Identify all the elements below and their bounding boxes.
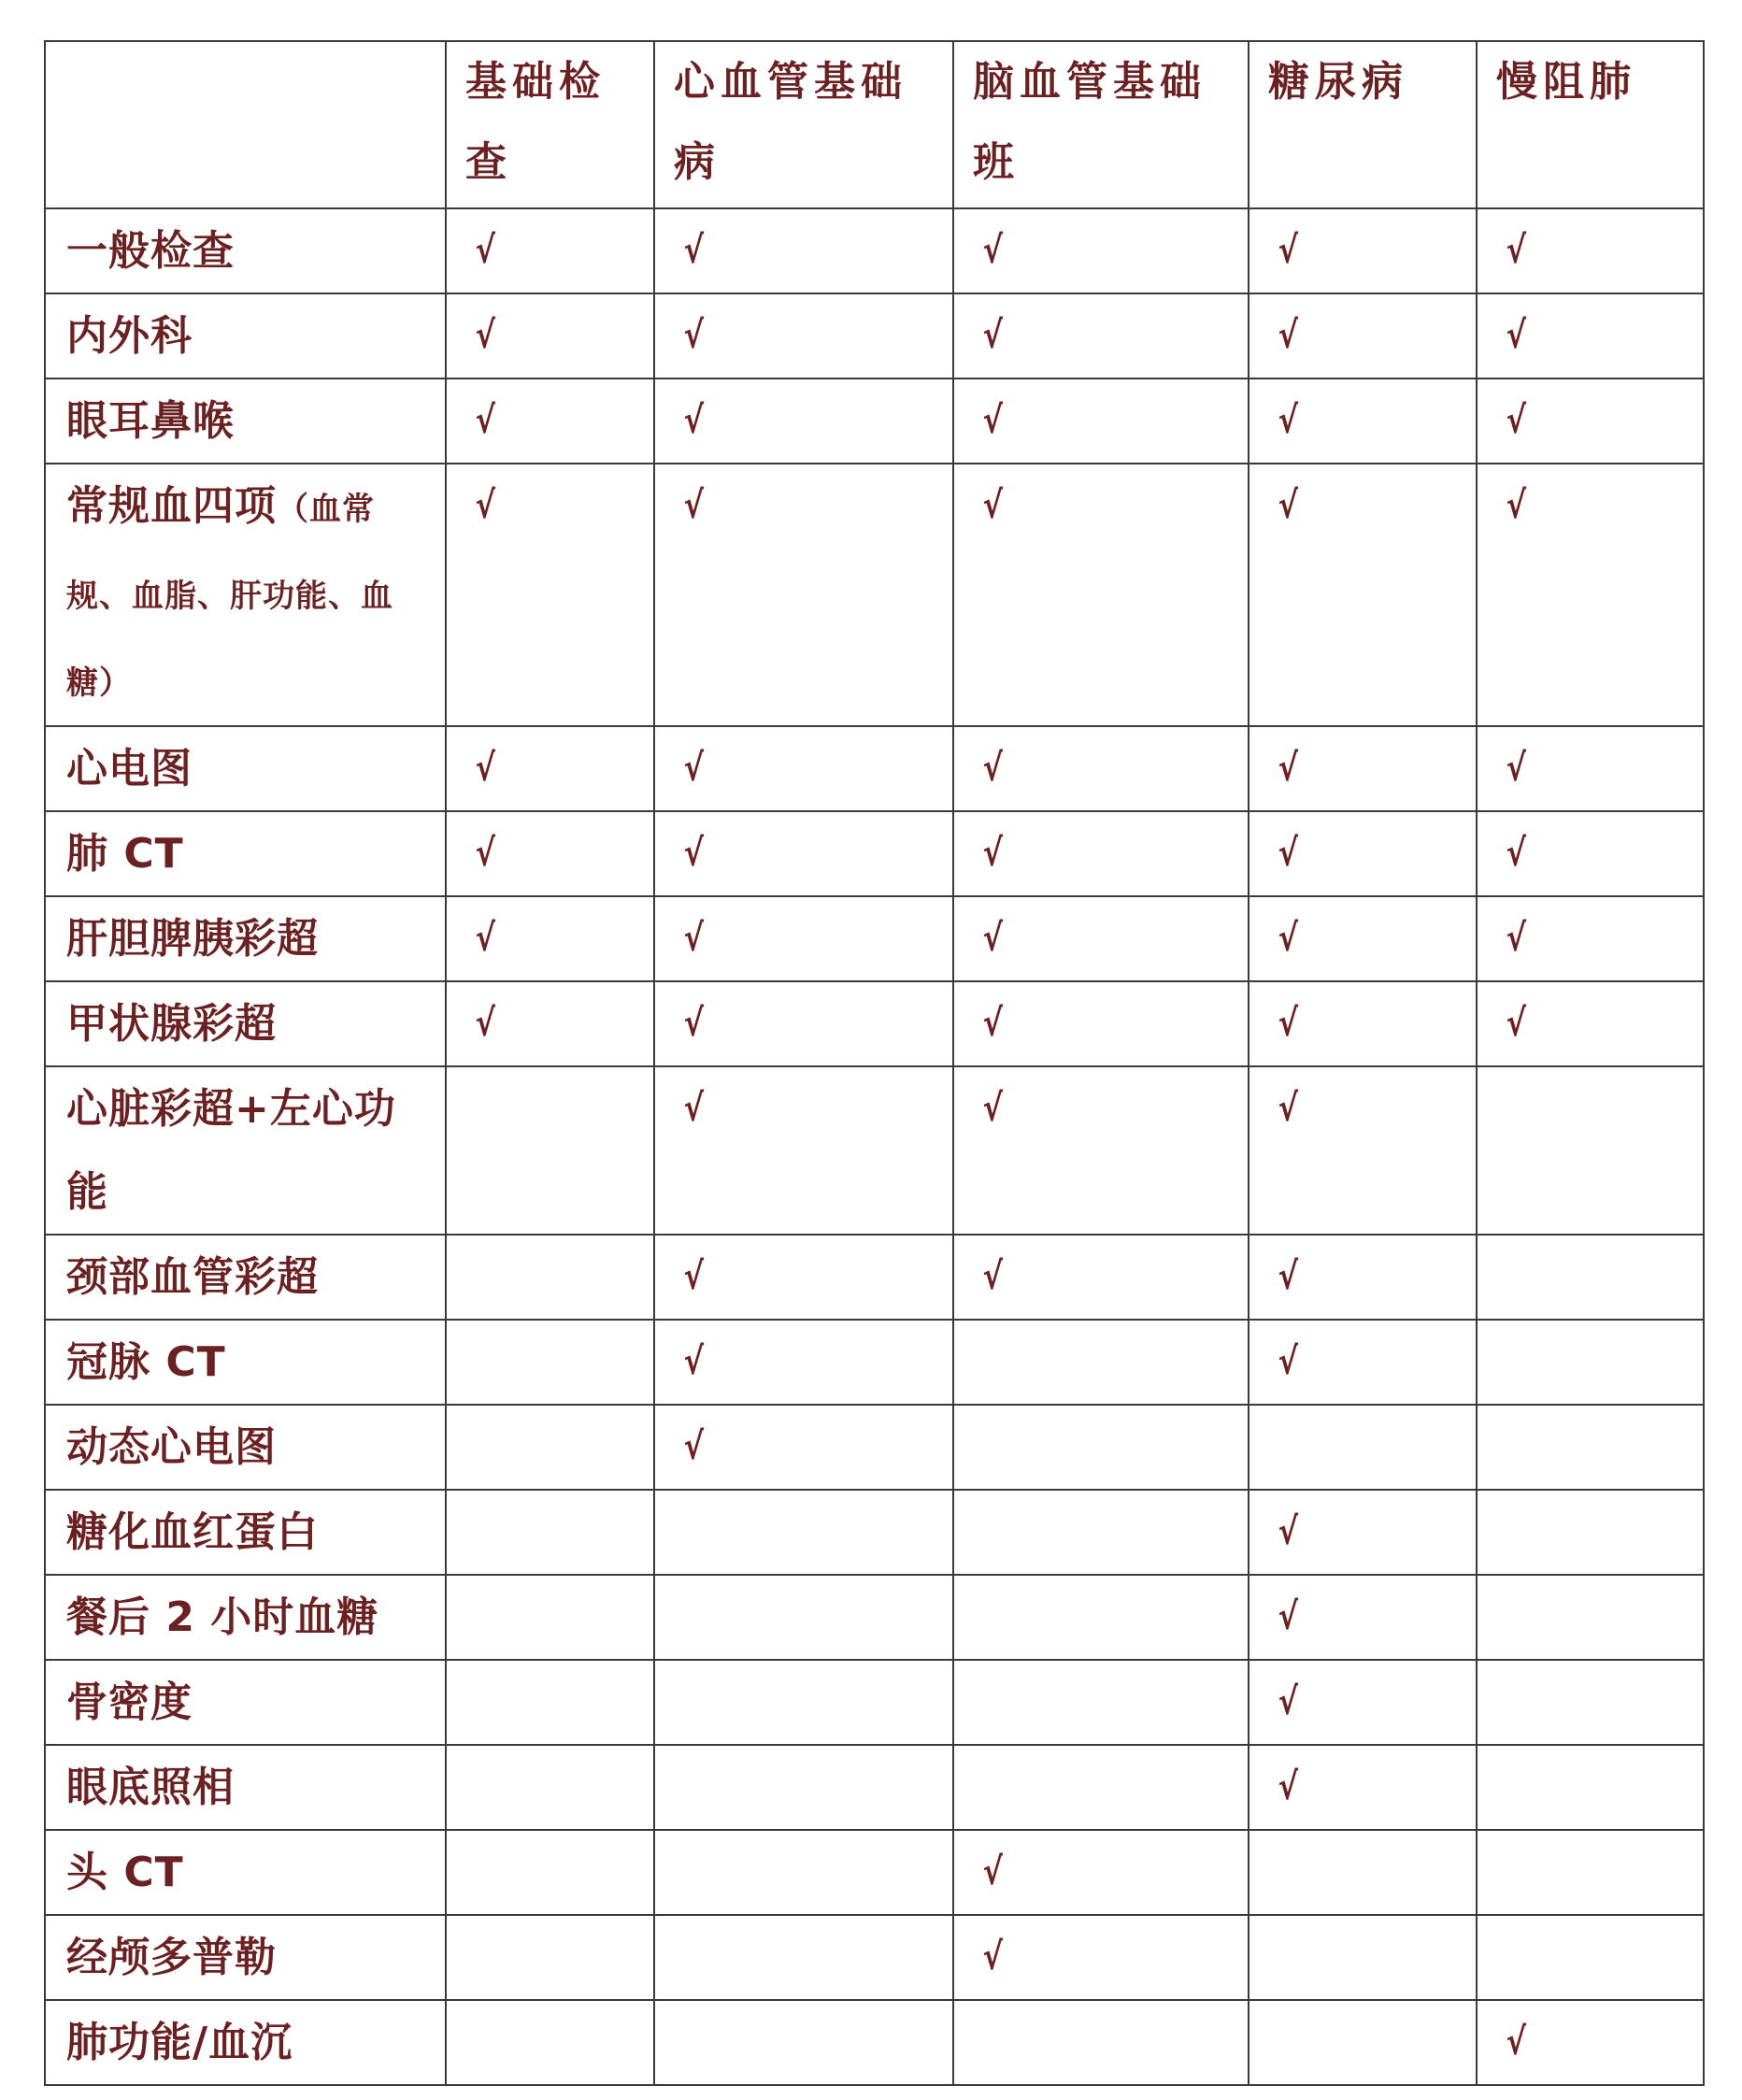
check-mark-icon: √	[982, 314, 1004, 357]
table-header-row	[45, 41, 1704, 208]
check-cell	[446, 1745, 654, 1830]
check-cell	[1477, 2000, 1704, 2085]
check-cell	[1249, 1490, 1477, 1575]
exam-item-cell	[45, 1066, 446, 1235]
exam-item-label: 眼底照相	[66, 1764, 235, 1811]
check-cell	[1477, 1915, 1704, 2000]
check-cell	[953, 1405, 1249, 1490]
check-mark-icon: √	[982, 832, 1004, 875]
exam-item-cell	[45, 981, 446, 1066]
exam-item-label: 肺功能/血沉	[66, 2019, 293, 2066]
table-row	[45, 208, 1704, 293]
check-mark-icon: √	[1278, 747, 1299, 790]
table-row	[45, 1320, 1704, 1405]
check-mark-icon: √	[1506, 832, 1527, 875]
check-mark-icon: √	[1278, 1087, 1299, 1130]
check-cell	[446, 293, 654, 379]
check-cell	[953, 1745, 1249, 1830]
exam-item-cell	[45, 1745, 446, 1830]
check-mark-icon: √	[1278, 1595, 1299, 1638]
exam-item-label: 肺 CT	[66, 830, 184, 878]
check-cell	[654, 1320, 953, 1405]
check-mark-icon: √	[683, 1087, 705, 1130]
check-mark-icon: √	[1278, 1510, 1299, 1553]
check-cell	[1477, 1320, 1704, 1405]
check-cell	[654, 208, 953, 293]
check-mark-icon: √	[683, 1425, 705, 1468]
check-cell	[446, 208, 654, 293]
check-mark-icon: √	[475, 484, 496, 527]
check-mark-icon: √	[475, 399, 496, 442]
check-cell	[1477, 1490, 1704, 1575]
table-row	[45, 896, 1704, 981]
exam-item-cell	[45, 1235, 446, 1320]
check-cell	[1477, 1830, 1704, 1915]
check-cell	[654, 1660, 953, 1745]
check-mark-icon: √	[475, 747, 496, 790]
check-cell	[1477, 1235, 1704, 1320]
check-cell	[654, 464, 953, 726]
check-cell	[446, 1660, 654, 1745]
exam-item-cell	[45, 1660, 446, 1745]
table-row	[45, 2000, 1704, 2085]
check-cell	[654, 1405, 953, 1490]
check-mark-icon: √	[1506, 229, 1527, 272]
check-cell	[1249, 1575, 1477, 1660]
check-cell	[1477, 1745, 1704, 1830]
exam-item-cell	[45, 1405, 446, 1490]
check-mark-icon: √	[683, 399, 705, 442]
exam-item-label: 头 CT	[66, 1849, 184, 1896]
check-mark-icon: √	[982, 484, 1004, 527]
exam-item-label: 糖化血红蛋白	[66, 1508, 319, 1556]
check-cell	[654, 1490, 953, 1575]
check-mark-icon: √	[982, 917, 1004, 960]
check-cell	[1477, 1405, 1704, 1490]
check-cell	[1249, 2000, 1477, 2085]
check-cell	[953, 726, 1249, 811]
check-cell	[654, 1915, 953, 2000]
exam-item-label: 甲状腺彩超	[66, 1000, 277, 1048]
check-cell	[1477, 208, 1704, 293]
check-cell	[654, 379, 953, 464]
checkup-table-container	[44, 40, 1705, 2086]
check-cell	[1477, 981, 1704, 1066]
check-cell	[446, 811, 654, 896]
check-mark-icon: √	[1278, 399, 1299, 442]
check-mark-icon: √	[982, 1087, 1004, 1130]
check-cell	[953, 1320, 1249, 1405]
check-cell	[1477, 379, 1704, 464]
table-row	[45, 1490, 1704, 1575]
check-cell	[654, 981, 953, 1066]
check-cell	[1477, 1575, 1704, 1660]
check-cell	[446, 1915, 654, 2000]
check-cell	[1249, 1745, 1477, 1830]
exam-item-label: 动态心电图	[66, 1423, 277, 1471]
check-mark-icon: √	[683, 1340, 705, 1383]
check-cell	[953, 464, 1249, 726]
exam-item-label: 内外科	[66, 312, 193, 360]
check-cell	[1477, 464, 1704, 726]
check-cell	[953, 293, 1249, 379]
check-mark-icon: √	[683, 917, 705, 960]
check-mark-icon: √	[1278, 1255, 1299, 1298]
exam-item-cell	[45, 1575, 446, 1660]
exam-item-cell	[45, 464, 446, 726]
check-cell	[446, 1575, 654, 1660]
check-cell	[953, 1830, 1249, 1915]
check-cell	[654, 726, 953, 811]
table-row	[45, 1066, 1704, 1235]
check-mark-icon: √	[1506, 2021, 1527, 2064]
table-row	[45, 1235, 1704, 1320]
check-mark-icon: √	[982, 1255, 1004, 1298]
check-cell	[446, 464, 654, 726]
check-cell	[1249, 1235, 1477, 1320]
table-row	[45, 464, 1704, 726]
check-cell	[953, 1915, 1249, 2000]
exam-item-cell	[45, 208, 446, 293]
check-mark-icon: √	[982, 399, 1004, 442]
check-cell	[953, 1235, 1249, 1320]
check-mark-icon: √	[683, 229, 705, 272]
check-cell	[1477, 1660, 1704, 1745]
check-mark-icon: √	[475, 229, 496, 272]
check-mark-icon: √	[475, 1002, 496, 1045]
check-cell	[953, 811, 1249, 896]
exam-item-cell	[45, 1915, 446, 2000]
check-cell	[953, 1660, 1249, 1745]
check-mark-icon: √	[1278, 1680, 1299, 1723]
check-cell	[1249, 293, 1477, 379]
table-row	[45, 379, 1704, 464]
check-cell	[654, 1830, 953, 1915]
check-mark-icon: √	[1278, 484, 1299, 527]
exam-item-cell	[45, 811, 446, 896]
check-cell	[654, 811, 953, 896]
header-cardiovascular: 心血管基础病	[654, 41, 953, 208]
check-mark-icon: √	[1278, 917, 1299, 960]
check-cell	[1477, 1066, 1704, 1235]
check-cell	[1477, 896, 1704, 981]
check-mark-icon: √	[1506, 314, 1527, 357]
check-mark-icon: √	[475, 917, 496, 960]
exam-item-label: 眼耳鼻喉	[66, 397, 235, 445]
check-mark-icon: √	[683, 747, 705, 790]
check-mark-icon: √	[475, 832, 496, 875]
check-cell	[1249, 1830, 1477, 1915]
exam-item-cell	[45, 1320, 446, 1405]
check-cell	[654, 2000, 953, 2085]
check-mark-icon: √	[683, 1002, 705, 1045]
check-cell	[953, 1066, 1249, 1235]
check-mark-icon: √	[1506, 399, 1527, 442]
header-corner-cell	[45, 41, 446, 208]
check-mark-icon: √	[1278, 1340, 1299, 1383]
check-mark-icon: √	[683, 1255, 705, 1298]
exam-item-label: 一般检查	[66, 227, 235, 275]
check-mark-icon: √	[1278, 229, 1299, 272]
table-body	[45, 208, 1704, 2085]
check-cell	[446, 1490, 654, 1575]
exam-item-cell	[45, 726, 446, 811]
check-mark-icon: √	[1506, 1002, 1527, 1045]
check-cell	[953, 1575, 1249, 1660]
header-basic-checkup: 基础检查	[446, 41, 654, 208]
check-cell	[953, 379, 1249, 464]
check-cell	[1249, 464, 1477, 726]
table-row	[45, 1915, 1704, 2000]
check-cell	[446, 1830, 654, 1915]
check-cell	[446, 896, 654, 981]
check-cell	[1249, 1320, 1477, 1405]
exam-item-label: 餐后 2 小时血糖	[66, 1593, 379, 1641]
exam-item-label: 颈部血管彩超	[66, 1253, 319, 1301]
checkup-comparison-table	[44, 40, 1705, 2086]
check-mark-icon: √	[982, 1936, 1004, 1979]
check-mark-icon: √	[1506, 917, 1527, 960]
check-cell	[953, 208, 1249, 293]
check-cell	[446, 981, 654, 1066]
check-cell	[1477, 811, 1704, 896]
check-cell	[1477, 293, 1704, 379]
table-row	[45, 1745, 1704, 1830]
check-cell	[953, 1490, 1249, 1575]
header-cerebrovascular: 脑血管基础班	[953, 41, 1249, 208]
check-cell	[953, 2000, 1249, 2085]
check-mark-icon: √	[982, 1002, 1004, 1045]
header-copd: 慢阻肺	[1477, 41, 1704, 208]
check-cell	[446, 1320, 654, 1405]
check-cell	[1249, 1660, 1477, 1745]
check-cell	[1249, 1405, 1477, 1490]
check-cell	[1249, 896, 1477, 981]
check-mark-icon: √	[1278, 832, 1299, 875]
check-cell	[654, 1745, 953, 1830]
exam-item-cell	[45, 896, 446, 981]
check-cell	[446, 1405, 654, 1490]
check-mark-icon: √	[982, 747, 1004, 790]
check-cell	[1249, 981, 1477, 1066]
exam-item-note: （血常规、血脂、肝功能、血糖）	[66, 491, 393, 702]
check-mark-icon: √	[683, 832, 705, 875]
check-cell	[953, 896, 1249, 981]
table-row	[45, 293, 1704, 379]
header-diabetes: 糖尿病	[1249, 41, 1477, 208]
check-cell	[654, 1066, 953, 1235]
table-row	[45, 981, 1704, 1066]
check-cell	[1249, 1915, 1477, 2000]
check-mark-icon: √	[1506, 484, 1527, 527]
check-cell	[953, 981, 1249, 1066]
check-cell	[446, 2000, 654, 2085]
check-cell	[446, 726, 654, 811]
table-row	[45, 1660, 1704, 1745]
check-cell	[446, 379, 654, 464]
exam-item-label: 骨密度	[66, 1679, 193, 1726]
check-cell	[1477, 726, 1704, 811]
exam-item-cell	[45, 2000, 446, 2085]
table-row	[45, 811, 1704, 896]
table-row	[45, 1405, 1704, 1490]
check-mark-icon: √	[1278, 1002, 1299, 1045]
exam-item-label: 经颅多普勒	[66, 1934, 277, 1981]
check-cell	[1249, 726, 1477, 811]
table-row	[45, 726, 1704, 811]
check-mark-icon: √	[475, 314, 496, 357]
exam-item-label: 冠脉 CT	[66, 1338, 226, 1386]
exam-item-label: 肝胆脾胰彩超	[66, 915, 319, 963]
exam-item-label: 常规血四项	[66, 482, 277, 530]
check-cell	[654, 1575, 953, 1660]
check-mark-icon: √	[683, 314, 705, 357]
exam-item-label: 心电图	[66, 745, 193, 793]
check-cell	[654, 896, 953, 981]
check-cell	[654, 1235, 953, 1320]
check-mark-icon: √	[982, 229, 1004, 272]
check-cell	[1249, 811, 1477, 896]
check-cell	[446, 1066, 654, 1235]
check-mark-icon: √	[982, 1850, 1004, 1893]
exam-item-label: 心脏彩超+左心功能	[66, 1085, 396, 1216]
check-cell	[1249, 208, 1477, 293]
exam-item-cell	[45, 293, 446, 379]
check-mark-icon: √	[1278, 1765, 1299, 1808]
check-mark-icon: √	[1506, 747, 1527, 790]
check-mark-icon: √	[1278, 314, 1299, 357]
table-row	[45, 1830, 1704, 1915]
check-cell	[446, 1235, 654, 1320]
check-mark-icon: √	[683, 484, 705, 527]
check-cell	[654, 293, 953, 379]
table-row	[45, 1575, 1704, 1660]
exam-item-cell	[45, 1490, 446, 1575]
exam-item-cell	[45, 379, 446, 464]
check-cell	[1249, 379, 1477, 464]
check-cell	[1249, 1066, 1477, 1235]
exam-item-cell	[45, 1830, 446, 1915]
